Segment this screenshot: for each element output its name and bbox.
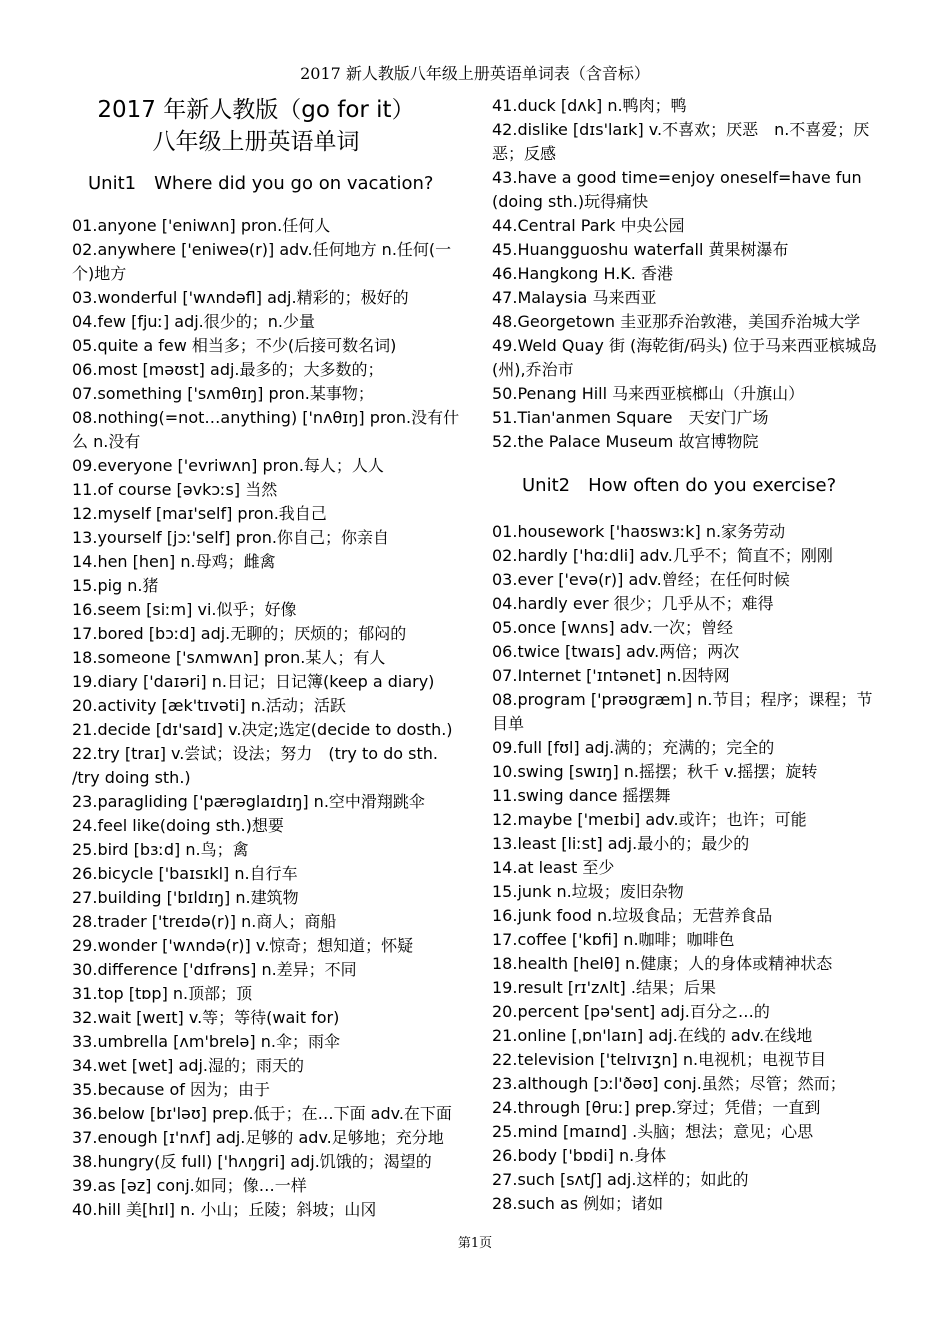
vocab-entry: 25.bird [bɜːd] n.鸟；禽	[72, 840, 249, 859]
unit1-heading: Unit1 Where did you go on vacation?	[88, 173, 434, 194]
vocab-entry: 07.Internet ['ɪntənet] n.因特网	[492, 666, 730, 685]
vocab-entry: 34.wet [wet] adj.湿的；雨天的	[72, 1056, 305, 1075]
vocab-entry: 05.quite a few 相当多；不少(后接可数名词)	[72, 336, 397, 355]
vocab-entry: 05.once [wʌns] adv.一次；曾经	[492, 618, 733, 637]
vocab-entry: 30.difference ['dɪfrəns] n.差异；不同	[72, 960, 357, 979]
vocab-entry: 19.result [rɪ'zʌlt] .结果；后果	[492, 978, 716, 997]
vocab-entry: 44.Central Park 中央公园	[492, 216, 685, 235]
vocab-entry: 15.pig n.猪	[72, 576, 159, 595]
vocab-entry: 37.enough [ɪ'nʌf] adj.足够的 adv.足够地；充分地	[72, 1128, 444, 1147]
vocab-entry: 11.swing dance 摇摆舞	[492, 786, 671, 805]
vocab-entry: 15.junk n.垃圾；废旧杂物	[492, 882, 684, 901]
vocab-entry: 08.nothing(=not…anything) ['nʌθɪŋ] pron.没有什么 n.没有	[72, 408, 460, 451]
vocab-entry: 06.twice [twaɪs] adv.两倍；两次	[492, 642, 740, 661]
vocab-entry: 25.mind [maɪnd] .头脑；想法；意见；心思	[492, 1122, 814, 1141]
vocab-entry: 51.Tian'anmen Square 天安门广场	[492, 408, 769, 427]
vocab-entry: 02.anywhere ['eniweə(r)] adv.任何地方 n.任何(一个)地方	[72, 240, 452, 283]
vocab-entry: 28.trader ['treɪdə(r)] n.商人；商船	[72, 912, 337, 931]
unit1-vocab-list-right	[492, 94, 884, 454]
vocab-entry: 13.least [liːst] adj.最小的；最少的	[492, 834, 750, 853]
vocab-entry: 07.something ['sʌmθɪŋ] pron.某事物；	[72, 384, 374, 403]
vocab-entry: 21.decide [dɪ'saɪd] v.决定;选定(decide to dosth.)	[72, 720, 453, 739]
vocab-entry: 32.wait [weɪt] v.等；等待(wait for)	[72, 1008, 340, 1027]
title-line-2: 八年级上册英语单词	[152, 129, 360, 155]
vocab-entry: 03.ever ['evə(r)] adv.曾经；在任何时候	[492, 570, 790, 589]
right-column	[492, 94, 884, 1216]
vocab-entry: 17.bored [bɔːd] adj.无聊的；厌烦的；郁闷的	[72, 624, 407, 643]
vocab-entry: 12.myself [maɪ'self] pron.我自己	[72, 504, 327, 523]
vocab-entry: 48.Georgetown 圭亚那乔治敦港，美国乔治城大学	[492, 312, 861, 331]
vocab-entry: 18.health [helθ] n.健康；人的身体或精神状态	[492, 954, 833, 973]
unit2-heading: Unit2 How often do you exercise?	[522, 475, 837, 496]
vocab-entry: 23.although [ɔːl'ðəʊ] conj.虽然；尽管；然而；	[492, 1074, 846, 1093]
vocab-entry: 04.few [fjuː] adj.很少的；n.少量	[72, 312, 315, 331]
vocab-entry: 21.online [ˌɒn'laɪn] adj.在线的 adv.在线地	[492, 1026, 813, 1045]
vocab-entry: 09.everyone ['evriwʌn] pron.每人；人人	[72, 456, 384, 475]
vocab-entry: 18.someone ['sʌmwʌn] pron.某人；有人	[72, 648, 386, 667]
vocab-entry: 24.through [θruː] prep.穿过；凭借；一直到	[492, 1098, 821, 1117]
vocab-entry: 38.hungry(反 full) ['hʌŋgri] adj.饥饿的；渴望的	[72, 1152, 432, 1171]
vocab-entry: 35.because of 因为；由于	[72, 1080, 270, 1099]
document-title	[56, 94, 456, 158]
vocab-entry: 31.top [tɒp] n.顶部；顶	[72, 984, 253, 1003]
vocab-entry: 02.hardly ['hɑːdli] adv.几乎不；简直不；刚刚	[492, 546, 833, 565]
vocab-entry: 27.such [sʌtʃ] adj.这样的；如此的	[492, 1170, 749, 1189]
vocab-entry: 47.Malaysia 马来西亚	[492, 288, 657, 307]
vocab-entry: 17.coffee ['kɒfi] n.咖啡；咖啡色	[492, 930, 735, 949]
page-header: 2017 新人教版八年级上册英语单词表（含音标）	[300, 64, 650, 83]
vocab-entry: 45.Huangguoshu waterfall 黄果树瀑布	[492, 240, 789, 259]
vocab-entry: 09.full [fʊl] adj.满的；充满的；完全的	[492, 738, 775, 757]
vocab-entry: 14.hen [hen] n.母鸡；雌禽	[72, 552, 276, 571]
vocab-entry: 50.Penang Hill 马来西亚槟榔山（升旗山）	[492, 384, 805, 403]
unit1-vocab-list-left	[72, 214, 462, 1222]
vocab-entry: 04.hardly ever 很少；几乎从不；难得	[492, 594, 774, 613]
vocab-entry: 16.junk food n.垃圾食品；无营养食品	[492, 906, 773, 925]
vocab-entry: 22.television ['telɪvɪʒn] n.电视机；电视节目	[492, 1050, 827, 1069]
vocab-entry: 27.building ['bɪldɪŋ] n.建筑物	[72, 888, 299, 907]
vocab-entry: 26.bicycle ['baɪsɪkl] n.自行车	[72, 864, 298, 883]
vocab-entry: 52.the Palace Museum 故宫博物院	[492, 432, 759, 451]
vocab-entry: 14.at least 至少	[492, 858, 615, 877]
vocab-entry: 11.of course [əvkɔːs] 当然	[72, 480, 278, 499]
vocab-entry: 03.wonderful ['wʌndəfl] adj.精彩的；极好的	[72, 288, 409, 307]
vocab-entry: 29.wonder ['wʌndə(r)] v.惊奇；想知道；怀疑	[72, 936, 414, 955]
vocab-entry: 23.paragliding ['pærəglaɪdɪŋ] n.空中滑翔跳伞	[72, 792, 425, 811]
vocab-entry: 16.seem [siːm] vi.似乎；好像	[72, 600, 297, 619]
title-line-1: 2017 年新人教版（go for it）	[97, 97, 415, 123]
vocab-entry: 19.diary ['daɪəri] n.日记；日记簿(keep a diary)	[72, 672, 435, 691]
vocab-entry: 33.umbrella [ʌm'brelə] n.伞；雨伞	[72, 1032, 340, 1051]
vocab-entry: 24.feel like(doing sth.)想要	[72, 816, 284, 835]
vocab-entry: 12.maybe ['meɪbi] adv.或许；也许；可能	[492, 810, 807, 829]
unit2-vocab-list	[492, 520, 884, 1216]
vocab-entry: 40.hill 美[hɪl] n. 小山；丘陵；斜坡；山冈	[72, 1200, 377, 1219]
left-column	[72, 94, 462, 1222]
vocab-entry: 10.swing [swɪŋ] n.摇摆；秋千 v.摇摆；旋转	[492, 762, 818, 781]
vocab-entry: 22.try [traɪ] v.尝试；设法；努力 (try to do sth. /try doing sth.)	[72, 744, 439, 787]
vocab-entry: 43.have a good time=enjoy oneself=have fun (doing sth.)玩得痛快	[492, 168, 862, 211]
vocab-entry: 06.most [məʊst] adj.最多的；大多数的；	[72, 360, 384, 379]
vocab-entry: 41.duck [dʌk] n.鸭肉；鸭	[492, 96, 687, 115]
vocab-entry: 20.percent [pə'sent] adj.百分之…的	[492, 1002, 770, 1021]
page-number: 第1页	[457, 1236, 493, 1251]
vocab-entry: 13.yourself [jɔː'self] pron.你自己；你亲自	[72, 528, 390, 547]
vocab-entry: 42.dislike [dɪs'laɪk] v.不喜欢；厌恶 n.不喜爱；厌恶；反感	[492, 120, 870, 163]
vocab-entry: 08.program ['prəʊgræm] n.节目；程序；课程；节目单	[492, 690, 873, 733]
vocab-entry: 39.as [əz] conj.如同；像…一样	[72, 1176, 307, 1195]
vocab-entry: 01.housework ['haʊswɜːk] n.家务劳动	[492, 522, 786, 541]
vocab-entry: 26.body ['bɒdi] n.身体	[492, 1146, 667, 1165]
vocab-entry: 20.activity [æk'tɪvəti] n.活动；活跃	[72, 696, 346, 715]
vocab-entry: 36.below [bɪ'ləʊ] prep.低于；在…下面 adv.在下面	[72, 1104, 452, 1123]
vocab-entry: 46.Hangkong H.K. 香港	[492, 264, 673, 283]
vocab-entry: 49.Weld Quay 街 (海乾街/码头) 位于马来西亚槟城岛(州),乔治市	[492, 336, 878, 379]
vocab-entry: 28.such as 例如；诸如	[492, 1194, 664, 1213]
vocab-entry: 01.anyone ['eniwʌn] pron.任何人	[72, 216, 331, 235]
